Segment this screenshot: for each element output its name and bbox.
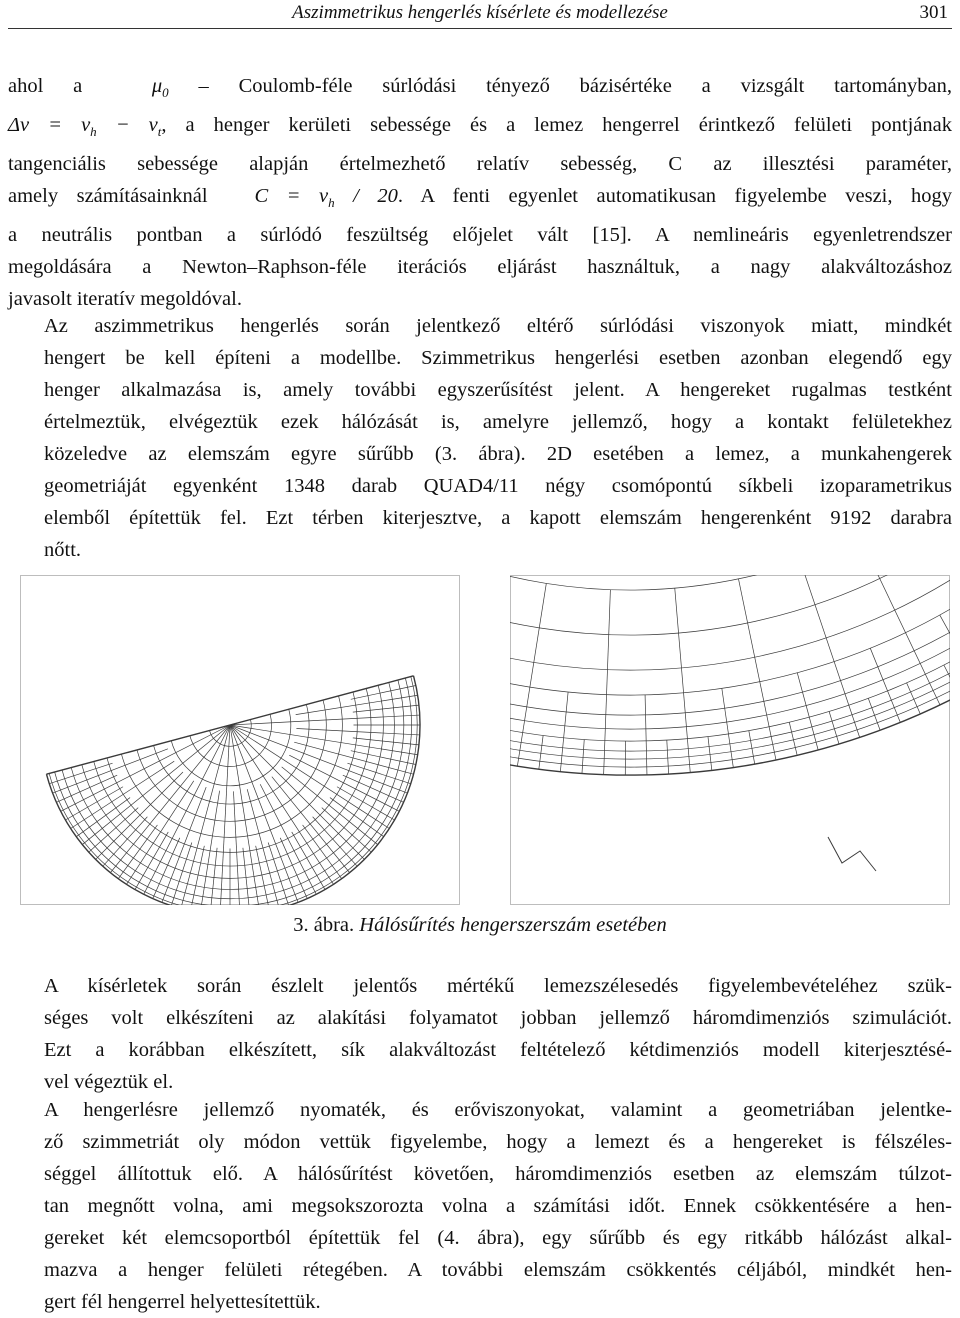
c-formula: C = v [255,185,329,207]
paragraph-1 [8,70,952,315]
p4-line: séggel állítottuk elő. A hálósűrítést követően, háromdimenziós esetben az elemszám túlzot- [8,1158,952,1190]
p4-line: gereket két elemcsoportból építettük fel (4. ábra), egy sűrűbb és egy ritkább hálózást alkal- [8,1222,952,1254]
p1-line-4: amely számításainknál $C = v_h / 20$. A fenti egyenlet automatikusan figyelembe veszi, hogy [8,180,952,219]
p2-line: közeledve az elemszám egyre sűrűbb (3. ábra). 2D esetében a lemez, a munkahengerek [8,438,952,470]
p3-line: Ezt a korábban elkészített, sík alakváltozást feltételező kétdimenziós modell kiterjesztésé- [8,1034,952,1066]
mesh-half-cylinder-image [20,575,460,905]
p4-line: A hengerlésre jellemző nyomaték, és erőviszonyokat, valamint a geometriában jelentke- [8,1094,952,1126]
caption-label: 3. ábra. [293,914,354,936]
p1-line-2: $\Delta\nu = v_h - v_t$, a henger kerületi sebessége és a lemez hengerrel érintkező felületi pontjának [8,109,952,148]
p2-line: Az aszimmetrikus hengerlés során jelentkező eltérő súrlódási viszonyok miatt, mindkét [8,310,952,342]
figure-caption [0,910,960,940]
delta-v-formula: Δν = v [8,114,90,136]
p2-line: értelmeztük, elvégeztük ezek hálózását is, amelyre jellemző, hogy a kontakt felületekhez [8,406,952,438]
p4-line: mazva a henger felületi rétegében. A további elemszám csökkentés céljából, mindkét hen- [8,1254,952,1286]
mesh-detail-image [510,575,950,905]
p4-line: ző szimmetriát oly módon vettük figyelembe, hogy a lemezt és a hengereket is félszéles- [8,1126,952,1158]
p4-line: tan megnőtt volna, ami megsokszorozta volna a számítási időt. Ennek csökkentésére a hen- [8,1190,952,1222]
paragraph-3 [8,970,952,1098]
running-head [8,0,952,29]
mu-symbol: μ [152,75,162,97]
paragraph-2 [8,310,952,566]
p2-line: hengert be kell építeni a modellbe. Szimmetrikus hengerlési esetben azonban elegendő egy [8,342,952,374]
p1-line-1: ahol a $\mu_0$ – Coulomb-féle súrlódási tényező bázisértéke a vizsgált tartományban, [8,70,952,109]
p2-line: henger alkalmazása is, amely további egyszerűsítést jelent. A hengereket rugalmas testként [8,374,952,406]
p3-line: A kísérletek során észlelt jelentős mértékű lemezszélesedés figyelembevételéhez szük- [8,970,952,1002]
p1-line-7: javasolt iteratív megoldóval. [8,283,952,315]
running-title: Aszimmetrikus hengerlés kísérlete és modellezése [8,0,952,26]
p3-line: vel végeztük el. [8,1066,952,1098]
p3-line: séges volt elkészíteni az alakítási folyamatot jobban jellemző háromdimenziós szimulációt. [8,1002,952,1034]
p2-line: elemből építettük fel. Ezt térben kiterjesztve, a kapott elemszám hengerenként 9192 darabra [8,502,952,534]
caption-title: Hálósűrítés hengerszerszám esetében [359,914,666,936]
paragraph-4 [8,1094,952,1318]
p2-line: nőtt. [8,534,952,566]
p1-line-3: tangenciális sebessége alapján értelmezhető relatív sebesség, C az illesztési paraméter, [8,148,952,180]
mu-subscript: 0 [162,85,169,100]
p1-line-5: a neutrális pontban a súrlódó feszültség előjelet vált [15]. A nemlineáris egyenletrendszer [8,219,952,251]
page-number: 301 [920,0,949,26]
p4-line: gert fél hengerrel helyettesítettük. [8,1286,952,1318]
figure-3 [20,575,950,905]
p1-line-6: megoldására a Newton–Raphson-féle iterációs eljárást használtuk, a nagy alakváltozáshoz [8,251,952,283]
p2-line: geometriáját egyenként 1348 darab QUAD4/11 négy csomópontú síkbeli izoparametrikus [8,470,952,502]
